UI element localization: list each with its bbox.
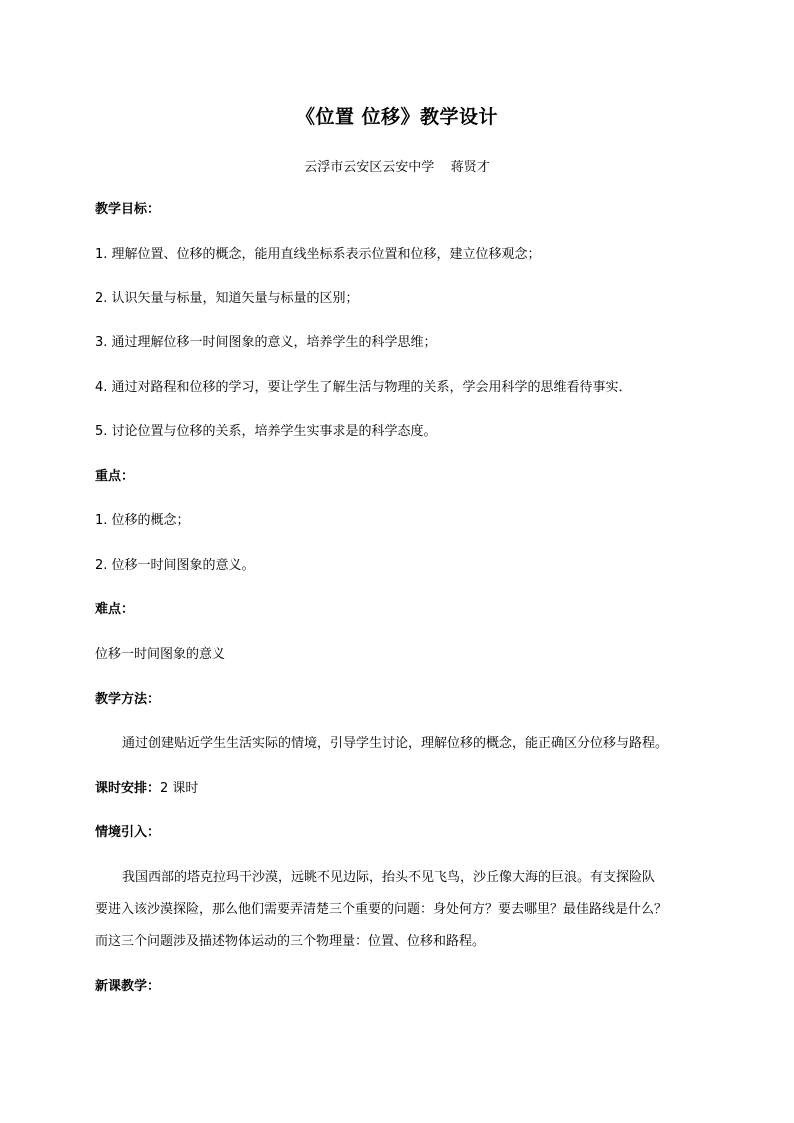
objective-item-1: 1. 理解位置、位移的概念，能用直线坐标系表示位置和位移，建立位移观念； bbox=[95, 247, 541, 262]
difficulty-heading: 难点： bbox=[95, 602, 135, 617]
schedule-heading: 课时安排： bbox=[95, 781, 161, 796]
objective-item-4: 4. 通过对路程和位移的学习，要让学生了解生活与物理的关系，学会用科学的思维看待事实． bbox=[95, 380, 632, 395]
difficulty-text: 位移一时间图象的意义 bbox=[95, 647, 226, 662]
objective-item-5: 5. 讨论位置与位移的关系，培养学生实事求是的科学态度。 bbox=[95, 424, 437, 439]
key-point-item-1: 1. 位移的概念； bbox=[95, 513, 190, 528]
author-line: 云浮市云安区云安中学 蒋贤才 bbox=[304, 160, 490, 175]
document-title: 《位置 位移》教学设计 bbox=[295, 106, 499, 128]
objectives-heading: 教学目标： bbox=[95, 202, 161, 217]
intro-line-3: 而这三个问题涉及描述物体运动的三个物理量：位置、位移和路程。 bbox=[95, 934, 486, 949]
method-heading: 教学方法： bbox=[95, 692, 161, 707]
key-points-heading: 重点： bbox=[95, 469, 135, 484]
schedule-value: 2 课时 bbox=[160, 781, 199, 796]
intro-line-2: 要进入该沙漠探险，那么他们需要弄清楚三个重要的问题：身处何方？要去哪里？最佳路线是什么？ bbox=[95, 902, 668, 917]
intro-heading: 情境引入： bbox=[95, 825, 161, 840]
new-lesson-heading: 新课教学： bbox=[95, 979, 161, 994]
method-text: 通过创建贴近学生生活实际的情境，引导学生讨论，理解位移的概念，能正确区分位移与路程。 bbox=[122, 736, 669, 751]
key-point-item-2: 2. 位移一时间图象的意义。 bbox=[95, 558, 255, 573]
objective-item-2: 2. 认识矢量与标量，知道矢量与标量的区别； bbox=[95, 291, 359, 306]
schedule-line bbox=[95, 779, 198, 799]
objective-item-3: 3. 通过理解位移一时间图象的意义，培养学生的科学思维； bbox=[95, 335, 437, 350]
intro-line-1: 我国西部的塔克拉玛干沙漠，远眺不见边际，抬头不见飞鸟，沙丘像大海的巨浪。有支探险队 bbox=[122, 870, 656, 885]
